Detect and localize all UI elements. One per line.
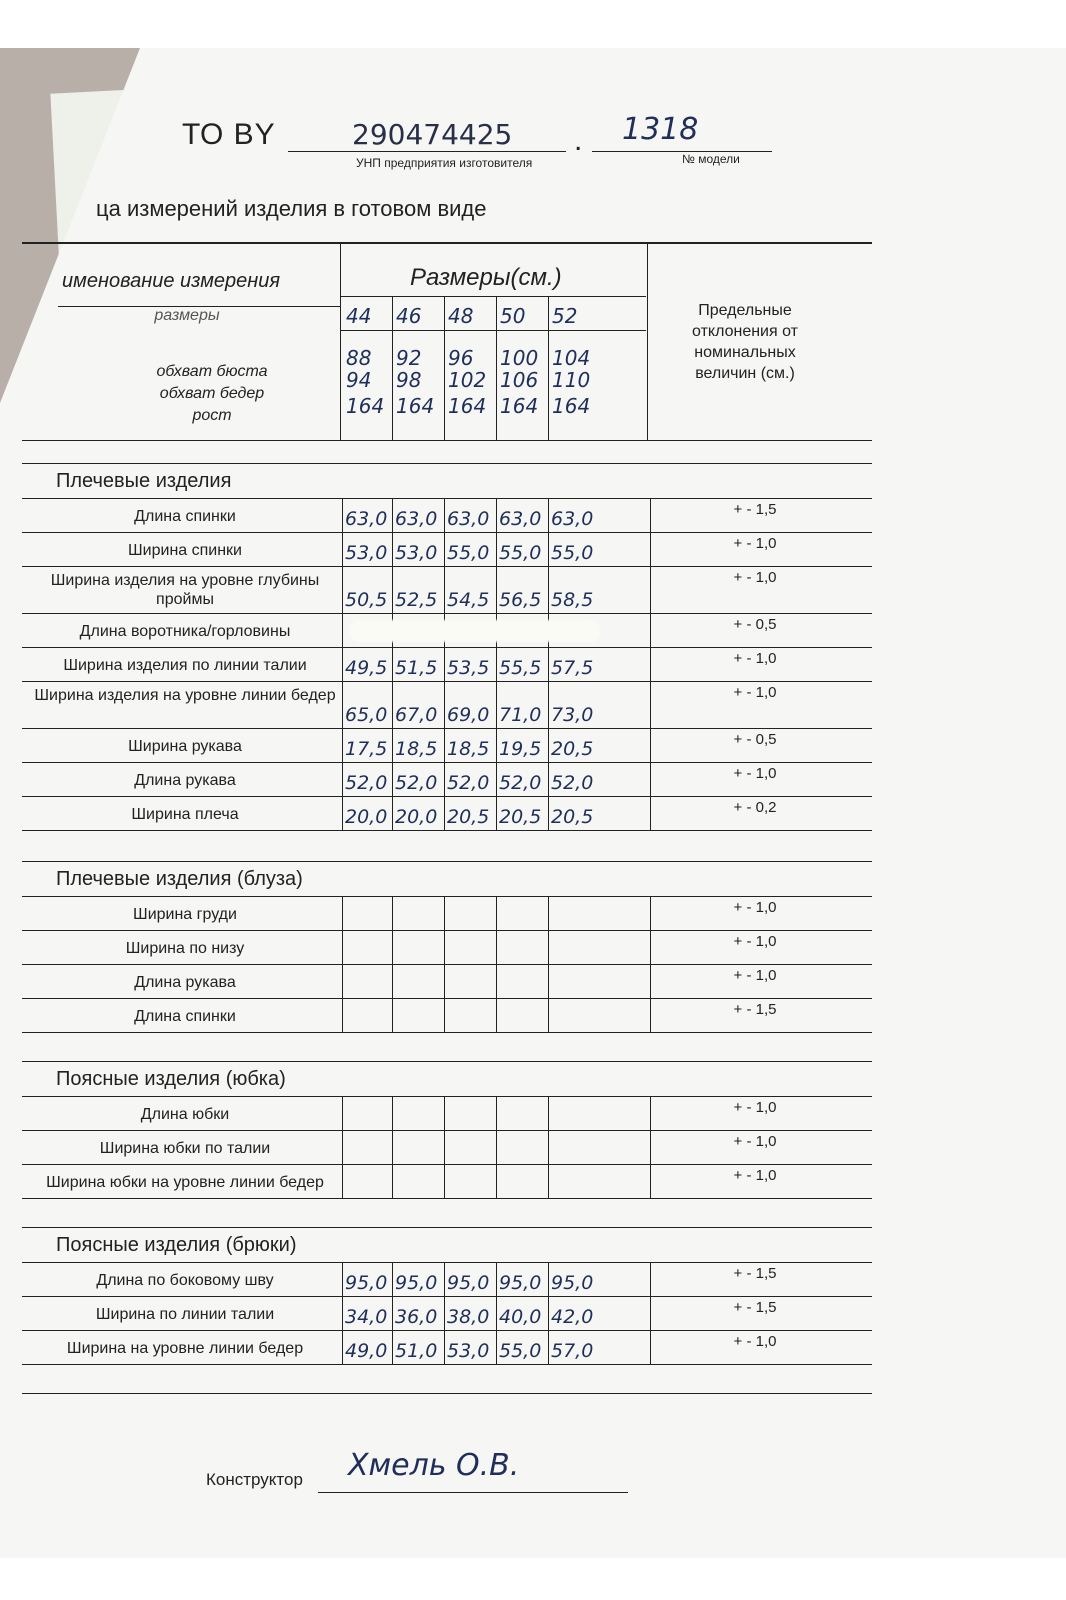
column-line [392, 763, 393, 796]
bust-value: 88 [346, 346, 372, 370]
column-line [650, 1097, 651, 1130]
column-line [444, 682, 445, 728]
deviation-value: + - 1,0 [733, 1133, 777, 1150]
column-line [548, 897, 549, 930]
table-row [22, 965, 872, 999]
column-line [342, 1165, 343, 1198]
deviation-value: + - 1,0 [733, 684, 777, 701]
measurement-label: Ширина юбки по талии [99, 1140, 271, 1157]
measurement-value: 73,0 [551, 704, 594, 726]
size-column-line [548, 296, 549, 440]
column-line [342, 729, 343, 762]
column-line [444, 1331, 445, 1364]
bust-value: 96 [448, 346, 474, 370]
table-row [22, 897, 872, 931]
column-line [342, 567, 343, 613]
column-line [342, 1331, 343, 1364]
measurement-value: 20,5 [551, 806, 594, 828]
column-line [548, 729, 549, 762]
measurement-value: 52,0 [345, 772, 388, 794]
column-line [342, 999, 343, 1032]
deviation-value: + - 1,0 [733, 650, 777, 667]
column-line [650, 729, 651, 762]
size-column-line [444, 296, 445, 440]
measurements-table [22, 242, 872, 1394]
bust-label: обхват бюста [156, 363, 268, 380]
column-line [650, 797, 651, 830]
measurement-label: Ширина на уровне линии бедер [66, 1340, 304, 1357]
column-line [392, 729, 393, 762]
constructor-label: Конструктор [206, 1470, 303, 1489]
signature: Хмель О.В. [348, 1448, 520, 1483]
column-line [548, 931, 549, 964]
measurement-label: Ширина рукава [128, 738, 242, 755]
column-line [444, 1131, 445, 1164]
measurement-value: 49,5 [345, 657, 388, 679]
column-line [650, 648, 651, 681]
column-line [392, 965, 393, 998]
column-line [496, 797, 497, 830]
unp-underline [288, 151, 566, 152]
measurement-value: 40,0 [499, 1306, 542, 1328]
sizes-value: 52 [552, 304, 578, 328]
model-number: 1318 [622, 112, 699, 147]
separator-dot: . [574, 124, 583, 157]
table-row [22, 729, 872, 763]
table-row [22, 1297, 872, 1331]
deviation-value: + - 0,2 [733, 799, 777, 816]
column-line [392, 1331, 393, 1364]
table-row [22, 763, 872, 797]
measurement-value: 55,0 [499, 542, 542, 564]
column-line [342, 1131, 343, 1164]
measurement-label: Длина по боковому шву [96, 1272, 274, 1289]
measurement-label: Длина спинки [134, 1008, 236, 1025]
column-line [392, 797, 393, 830]
column-line [650, 1331, 651, 1364]
column-line [496, 648, 497, 681]
column-line [392, 1263, 393, 1296]
measurement-value: 52,0 [499, 772, 542, 794]
column-line [392, 1097, 393, 1130]
measurement-value: 95,0 [499, 1272, 542, 1294]
column-line [650, 567, 651, 613]
spacer-row [22, 1199, 872, 1228]
measurement-value: 58,5 [551, 589, 594, 611]
measurement-value: 20,5 [499, 806, 542, 828]
measurement-value: 42,0 [551, 1306, 594, 1328]
column-line [392, 1165, 393, 1198]
measurement-value: 65,0 [345, 704, 388, 726]
column-line [650, 1297, 651, 1330]
deviation-value: + - 1,5 [733, 501, 777, 518]
hips-value: 102 [448, 368, 487, 392]
column-line [392, 682, 393, 728]
measurement-value: 18,5 [395, 738, 438, 760]
deviation-value: + - 1,0 [733, 933, 777, 950]
column-line [548, 1263, 549, 1296]
column-line [548, 1097, 549, 1130]
column-line [496, 931, 497, 964]
column-line [342, 931, 343, 964]
deviation-value: + - 1,0 [733, 535, 777, 552]
measurement-value: 55,0 [499, 1340, 542, 1362]
bust-value: 100 [500, 346, 539, 370]
column-line [650, 1131, 651, 1164]
deviation-value: + - 1,0 [733, 765, 777, 782]
sizes-header: Размеры(см.) [410, 264, 562, 291]
column-line [444, 1097, 445, 1130]
height-value: 164 [448, 394, 487, 418]
measurement-value: 56,5 [499, 589, 542, 611]
measurement-value: 63,0 [395, 508, 438, 530]
column-line [496, 1097, 497, 1130]
measurement-label: Ширина груди [133, 906, 237, 923]
height-label: рост [192, 407, 232, 424]
column-line [496, 1131, 497, 1164]
column-line [342, 499, 343, 532]
sizes-value: 46 [396, 304, 422, 328]
column-line [342, 1097, 343, 1130]
column-line [496, 1331, 497, 1364]
section-title: Поясные изделия (юбка) [22, 1062, 872, 1097]
spacer-row [22, 441, 872, 464]
column-line [342, 682, 343, 728]
column-line [392, 533, 393, 566]
sizes-row-label: размеры [154, 307, 220, 324]
height-value: 164 [500, 394, 539, 418]
measurement-value: 63,0 [499, 508, 542, 530]
measurement-label: Ширина по линии талии [95, 1306, 275, 1323]
column-line [342, 965, 343, 998]
measurement-value: 19,5 [499, 738, 542, 760]
hips-value: 94 [346, 368, 372, 392]
hips-value: 110 [552, 368, 591, 392]
sizes-divider-2 [340, 330, 646, 331]
measurement-value: 95,0 [345, 1272, 388, 1294]
measurement-label: Длина юбки [140, 1106, 230, 1123]
measurement-value: 51,0 [395, 1340, 438, 1362]
measurement-value: 20,0 [395, 806, 438, 828]
correction-fluid-stain [350, 620, 600, 642]
column-line [548, 648, 549, 681]
bust-value: 104 [552, 346, 591, 370]
table-row [22, 567, 872, 614]
table-row [22, 797, 872, 831]
deviation-value: + - 1,5 [733, 1299, 777, 1316]
height-value: 164 [346, 394, 385, 418]
measurement-value: 38,0 [447, 1306, 490, 1328]
section-title: Поясные изделия (брюки) [22, 1228, 872, 1263]
column-line [444, 648, 445, 681]
column-line [392, 1131, 393, 1164]
column-line [444, 729, 445, 762]
column-name-header: именование измерения [62, 270, 281, 292]
column-line [650, 682, 651, 728]
table-row [22, 648, 872, 682]
bust-value: 92 [396, 346, 422, 370]
column-line [444, 999, 445, 1032]
measurement-label: Длина рукава [134, 974, 236, 991]
measurement-value: 52,0 [447, 772, 490, 794]
column-line [548, 763, 549, 796]
column-line [392, 897, 393, 930]
table-row [22, 931, 872, 965]
column-line [548, 682, 549, 728]
column-line [392, 499, 393, 532]
deviation-value: + - 1,0 [733, 1099, 777, 1116]
column-line [392, 999, 393, 1032]
sizes-value: 44 [346, 304, 372, 328]
measurement-value: 57,5 [551, 657, 594, 679]
deviation-value: + - 1,0 [733, 1167, 777, 1184]
measurement-value: 95,0 [447, 1272, 490, 1294]
column-line [548, 567, 549, 613]
column-line [548, 1165, 549, 1198]
measurement-value: 34,0 [345, 1306, 388, 1328]
column-line [650, 763, 651, 796]
section-title: Плечевые изделия [22, 464, 872, 499]
measurement-value: 71,0 [499, 704, 542, 726]
column-line [650, 499, 651, 532]
measurement-value: 55,0 [447, 542, 490, 564]
size-column-line [392, 296, 393, 440]
column-line [444, 1165, 445, 1198]
section-title: Плечевые изделия (блуза) [22, 862, 872, 897]
size-column-line [496, 296, 497, 440]
deviation-value: + - 1,5 [733, 1001, 777, 1018]
measurement-label: Ширина изделия по линии талии [63, 657, 307, 674]
column-line [650, 1165, 651, 1198]
column-line [496, 682, 497, 728]
measurement-value: 36,0 [395, 1306, 438, 1328]
measurement-value: 49,0 [345, 1340, 388, 1362]
measurement-label: Ширина спинки [128, 542, 242, 559]
measurement-label: Длина воротника/горловины [79, 623, 291, 640]
height-value: 164 [552, 394, 591, 418]
column-line [342, 1263, 343, 1296]
hips-value: 98 [396, 368, 422, 392]
measurement-value: 53,0 [447, 1340, 490, 1362]
spacer-row [22, 1033, 872, 1062]
column-line [496, 499, 497, 532]
column-line [548, 965, 549, 998]
measurement-label: Ширина по низу [125, 940, 245, 957]
column-line [444, 797, 445, 830]
column-line [650, 614, 651, 647]
column-line [342, 614, 343, 647]
measurement-value: 63,0 [551, 508, 594, 530]
table-row [22, 614, 872, 648]
table-row [22, 499, 872, 533]
measurement-value: 67,0 [395, 704, 438, 726]
column-line [342, 797, 343, 830]
column-line [548, 1297, 549, 1330]
column-line [444, 897, 445, 930]
table-header [22, 242, 872, 441]
column-line [496, 567, 497, 613]
deviation-value: + - 0,5 [733, 731, 777, 748]
measurement-value: 18,5 [447, 738, 490, 760]
column-line [496, 763, 497, 796]
column-line [444, 931, 445, 964]
table-row [22, 1165, 872, 1199]
column-line [650, 533, 651, 566]
column-line [650, 897, 651, 930]
measurement-label: Ширина изделия на уровне глубины проймы [50, 572, 320, 608]
measurement-value: 63,0 [447, 508, 490, 530]
deviation-value: + - 1,0 [733, 967, 777, 984]
table-row [22, 1097, 872, 1131]
measurement-value: 57,0 [551, 1340, 594, 1362]
column-line [548, 797, 549, 830]
measurement-value: 53,5 [447, 657, 490, 679]
measurement-value: 52,0 [395, 772, 438, 794]
column-line [650, 965, 651, 998]
measurement-value: 52,5 [395, 589, 438, 611]
column-line [496, 1165, 497, 1198]
column-line [444, 1297, 445, 1330]
measurement-value: 54,5 [447, 589, 490, 611]
table-row [22, 682, 872, 729]
column-line [548, 1131, 549, 1164]
sizes-value: 50 [500, 304, 526, 328]
sizes-divider [340, 296, 646, 297]
column-line [548, 1331, 549, 1364]
measurement-value: 51,5 [395, 657, 438, 679]
column-line [444, 1263, 445, 1296]
column-line [392, 567, 393, 613]
measurement-value: 63,0 [345, 508, 388, 530]
column-line [444, 499, 445, 532]
column-line [444, 533, 445, 566]
height-value: 164 [396, 394, 435, 418]
column-line [496, 897, 497, 930]
measurement-label: Ширина юбки на уровне линии бедер [46, 1174, 324, 1191]
measurement-value: 50,5 [345, 589, 388, 611]
column-line [392, 931, 393, 964]
measurement-value: 95,0 [395, 1272, 438, 1294]
hips-value: 106 [500, 368, 539, 392]
standard-prefix: ТО BY [182, 118, 276, 151]
column-line [548, 499, 549, 532]
column-line [496, 999, 497, 1032]
column-line [548, 533, 549, 566]
table-row [22, 533, 872, 567]
column-line [444, 567, 445, 613]
column-line [650, 999, 651, 1032]
unp-value: 290474425 [352, 118, 513, 151]
table-row [22, 1331, 872, 1365]
column-line [444, 763, 445, 796]
measurement-value: 20,0 [345, 806, 388, 828]
measurement-label: Ширина плеча [131, 806, 239, 823]
column-line [392, 648, 393, 681]
measurement-value: 55,0 [551, 542, 594, 564]
measurement-label: Длина рукава [134, 772, 236, 789]
column-line [650, 931, 651, 964]
measurement-label: Ширина изделия на уровне линии бедер [34, 687, 336, 704]
measurement-label: Длина спинки [134, 508, 236, 525]
table-row [22, 1263, 872, 1297]
deviation-header: Предельные отклонения от номинальных величин (см.) [692, 302, 798, 382]
measurement-value: 53,0 [345, 542, 388, 564]
measurement-value: 52,0 [551, 772, 594, 794]
deviation-value: + - 1,5 [733, 1265, 777, 1282]
deviation-value: + - 1,0 [733, 569, 777, 586]
table-title: ца измерений изделия в готовом виде [96, 196, 487, 221]
column-line [496, 1297, 497, 1330]
model-caption: № модели [682, 152, 740, 166]
column-line [444, 965, 445, 998]
deviation-value: + - 0,5 [733, 616, 777, 633]
column-line [548, 999, 549, 1032]
table-row [22, 1131, 872, 1165]
column-line [342, 648, 343, 681]
spacer-row [22, 1365, 872, 1394]
measurement-value: 20,5 [447, 806, 490, 828]
deviation-value: + - 1,0 [733, 1333, 777, 1350]
measurement-value: 17,5 [345, 738, 388, 760]
sizes-value: 48 [448, 304, 474, 328]
column-line [342, 1297, 343, 1330]
column-line [496, 1263, 497, 1296]
spacer-row [22, 831, 872, 862]
measurement-value: 95,0 [551, 1272, 594, 1294]
measurement-value: 53,0 [395, 542, 438, 564]
deviation-value: + - 1,0 [733, 899, 777, 916]
measurement-value: 69,0 [447, 704, 490, 726]
signature-line [318, 1492, 628, 1493]
table-row [22, 999, 872, 1033]
measurement-value: 55,5 [499, 657, 542, 679]
column-line [496, 533, 497, 566]
unp-caption: УНП предприятия изготовителя [356, 156, 533, 170]
hips-label: обхват бедер [159, 385, 265, 402]
measurement-value: 20,5 [551, 738, 594, 760]
column-line [342, 763, 343, 796]
column-line [392, 1297, 393, 1330]
column-line [650, 1263, 651, 1296]
column-line [342, 533, 343, 566]
column-line [496, 729, 497, 762]
column-line [496, 965, 497, 998]
column-line [342, 897, 343, 930]
